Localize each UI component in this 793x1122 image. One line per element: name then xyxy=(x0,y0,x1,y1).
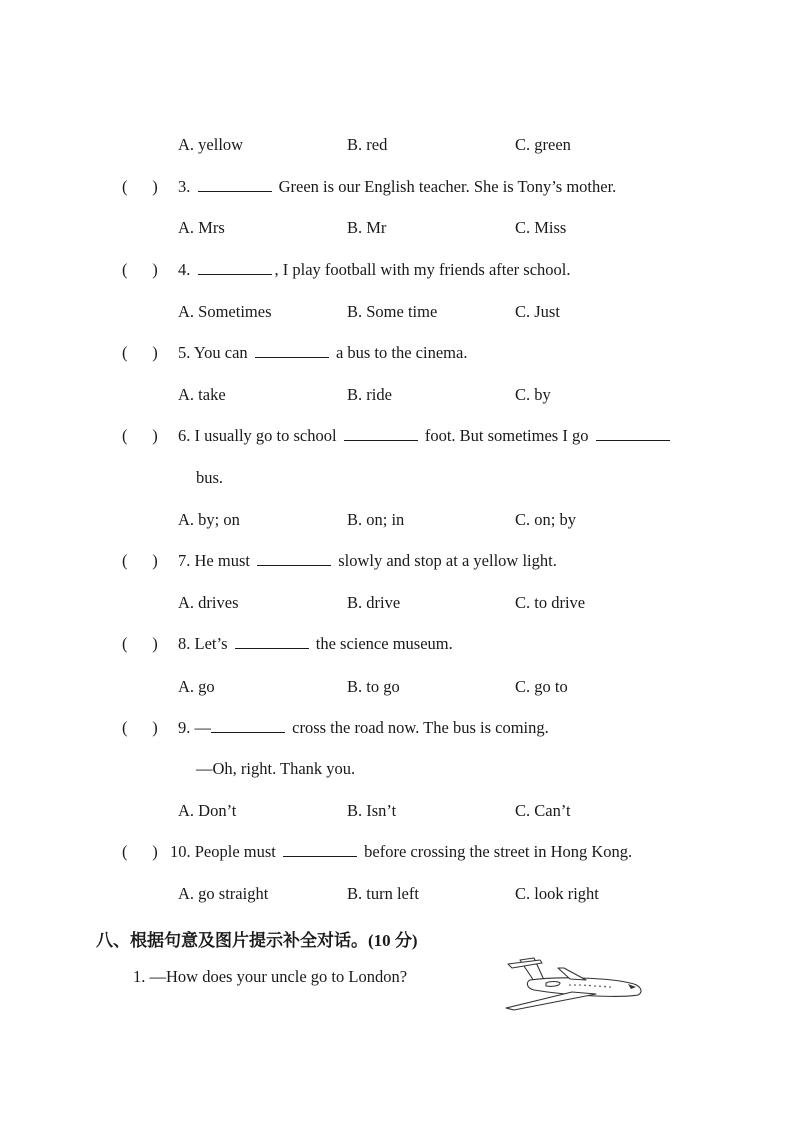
dialogue-question-1: 1. —How does your uncle go to London? xyxy=(133,967,408,986)
question-8 xyxy=(178,634,453,654)
option-c: C. look right xyxy=(515,884,599,903)
question-text: Let’s xyxy=(194,634,228,653)
option-b: B. Some time xyxy=(347,302,438,321)
option-a: A. yellow xyxy=(178,135,244,154)
question-text: I usually go to school xyxy=(194,426,337,445)
question-number: 4. xyxy=(178,260,191,279)
option-b: B. on; in xyxy=(347,510,405,529)
question-number: 6. xyxy=(178,426,191,445)
question-text: before crossing the street in Hong Kong. xyxy=(364,842,633,861)
answer-blank[interactable] xyxy=(257,551,331,566)
question-text: Green is our English teacher. She is Tony’s mother. xyxy=(274,177,617,196)
question-number: 7. xyxy=(178,551,191,570)
question-number: 3. xyxy=(178,177,191,196)
option-a: A. Don’t xyxy=(178,801,237,820)
question-4 xyxy=(178,260,571,280)
question-text: a bus to the cinema. xyxy=(335,343,468,362)
answer-bracket[interactable]: ( ) xyxy=(122,177,158,196)
option-b: B. ride xyxy=(347,385,392,404)
question-6 xyxy=(178,426,673,446)
question-text: cross the road now. The bus is coming. xyxy=(292,718,549,737)
question-text: People must xyxy=(194,842,276,861)
option-a: A. take xyxy=(178,385,226,404)
answer-blank[interactable] xyxy=(198,260,272,275)
question-7 xyxy=(178,551,557,571)
question-text: foot. But sometimes I go xyxy=(424,426,589,445)
answer-blank[interactable] xyxy=(596,426,670,441)
answer-blank[interactable] xyxy=(211,718,285,733)
answer-blank[interactable] xyxy=(255,343,329,358)
answer-blank[interactable] xyxy=(235,634,309,649)
option-c: C. Miss xyxy=(515,218,567,237)
option-b: B. to go xyxy=(347,677,400,696)
option-a: A. Sometimes xyxy=(178,302,272,321)
option-a: A. drives xyxy=(178,593,239,612)
option-b: B. red xyxy=(347,135,388,154)
option-c: C. to drive xyxy=(515,593,586,612)
question-text-continued: —Oh, right. Thank you. xyxy=(196,759,356,778)
option-a: A. Mrs xyxy=(178,218,225,237)
section-heading: 八、根据句意及图片提示补全对话。(10 分) xyxy=(96,931,418,950)
answer-bracket[interactable]: ( ) xyxy=(122,260,158,279)
option-c: C. go to xyxy=(515,677,568,696)
question-text-continued: bus. xyxy=(196,468,224,487)
option-a: A. by; on xyxy=(178,510,240,529)
question-5 xyxy=(178,343,467,363)
question-text: the science museum. xyxy=(315,634,453,653)
option-c: C. by xyxy=(515,385,551,404)
question-number: 10. xyxy=(170,842,191,861)
answer-bracket[interactable]: ( ) xyxy=(122,634,158,653)
answer-bracket[interactable]: ( ) xyxy=(122,426,158,445)
option-c: C. green xyxy=(515,135,571,154)
question-10 xyxy=(170,842,632,862)
answer-bracket[interactable]: ( ) xyxy=(122,842,158,861)
question-number: 5. xyxy=(178,343,191,362)
option-c: C. Just xyxy=(515,302,560,321)
option-b: B. drive xyxy=(347,593,401,612)
answer-bracket[interactable]: ( ) xyxy=(122,718,158,737)
question-text: You can xyxy=(193,343,248,362)
option-a: A. go xyxy=(178,677,215,696)
question-3 xyxy=(178,177,616,197)
answer-blank[interactable] xyxy=(198,177,272,192)
answer-blank[interactable] xyxy=(283,842,357,857)
option-c: C. on; by xyxy=(515,510,576,529)
option-b: B. Mr xyxy=(347,218,387,237)
question-number: 9. xyxy=(178,718,191,737)
question-text: slowly and stop at a yellow light. xyxy=(338,551,557,570)
option-a: A. go straight xyxy=(178,884,269,903)
question-number: 8. xyxy=(178,634,191,653)
answer-bracket[interactable]: ( ) xyxy=(122,343,158,362)
answer-bracket[interactable]: ( ) xyxy=(122,551,158,570)
answer-blank[interactable] xyxy=(344,426,418,441)
option-c: C. Can’t xyxy=(515,801,571,820)
question-9 xyxy=(178,718,549,738)
option-b: B. Isn’t xyxy=(347,801,397,820)
option-b: B. turn left xyxy=(347,884,419,903)
question-text: , I play football with my friends after school. xyxy=(274,260,571,279)
airplane-icon xyxy=(500,950,650,1015)
question-text: He must xyxy=(194,551,250,570)
question-text: — xyxy=(194,718,211,737)
